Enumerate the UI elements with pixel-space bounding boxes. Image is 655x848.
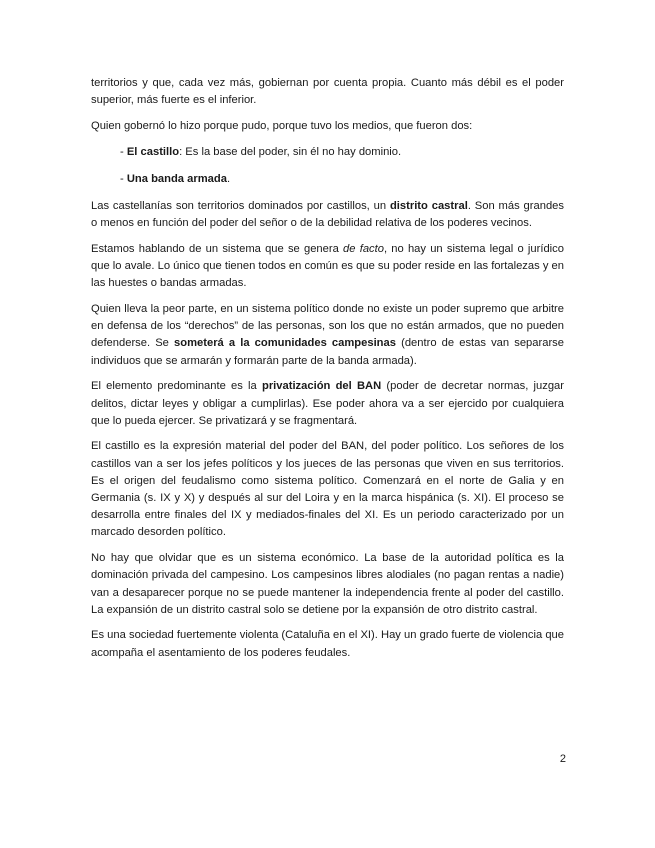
text-run: Estamos hablando de un sistema que se genera	[91, 242, 344, 255]
page-number: 2	[559, 753, 566, 765]
bullet-dash: -	[120, 172, 127, 185]
paragraph-castellanias	[91, 198, 564, 232]
term-comunidades-campesinas: someterá a la comunidades campesinas	[174, 337, 396, 350]
term-privatizacion-ban: privatización del BAN	[261, 380, 382, 393]
bullet-banda-term: Una banda armada	[126, 172, 227, 185]
paragraph-violencia: Es una sociedad fuertemente violenta (Cataluña en el XI). Hay un grado fuerte de violencia que acompaña el asentamiento de los poderes feudales.	[91, 629, 564, 659]
term-de-facto: de facto	[343, 242, 384, 255]
bullet-banda-armada	[120, 171, 564, 188]
paragraph-de-facto	[91, 241, 564, 293]
text-run: (poder de decretar normas, juzgar delitos, dictar leyes y obligar a cumplirlas). Ese poder ahora va a ser ejercido por cualquiera que lo pueda ejercer. Se privatizará y se fragmentará.	[91, 380, 564, 427]
bullet-castillo-text: : Es la base del poder, sin él no hay dominio.	[179, 145, 402, 158]
document-body	[91, 75, 564, 670]
bullet-castillo	[120, 144, 564, 161]
paragraph-1: territorios y que, cada vez más, gobiernan por cuenta propia. Cuanto más débil es el poder superior, más fuerte es el inferior.	[91, 77, 564, 107]
text-run: Quien lleva la peor parte, en un sistema político donde no existe un poder supremo que arbitre en defensa de los “derechos” de las personas, son los que no están armados, que no pueden defenderse. Se	[91, 303, 564, 350]
bullet-castillo-term: El castillo	[126, 145, 180, 158]
bullet-banda-text: .	[226, 172, 231, 185]
text-run: El elemento predominante es la	[91, 380, 262, 393]
paragraph-sistema-economico: No hay que olvidar que es un sistema económico. La base de la autoridad política es la dominación privada del campesino. Los campesinos libres alodiales (no pagan rentas a nadie) van a desaparecer porque no se puede mantener la independencia frente al poder del castillo. La expansión de un distrito castral solo se detiene por la expansión de otro distrito castral.	[91, 552, 564, 616]
text-run: (dentro de estas van separarse individuos que se armarán y formarán parte de la banda armada).	[91, 337, 564, 367]
bullet-dash: -	[120, 145, 127, 158]
text-run: Las castellanías son territorios dominados por castillos, un	[91, 200, 390, 213]
term-distrito-castral: distrito castral	[389, 200, 468, 213]
paragraph-2: Quien gobernó lo hizo porque pudo, porque tuvo los medios, que fueron dos:	[91, 119, 473, 132]
text-run: , no hay un sistema legal o jurídico que lo avale. Lo único que tienen todos en común es que su poder reside en las fortalezas y en las huestes o bandas armadas.	[91, 242, 564, 290]
paragraph-peor-parte	[91, 301, 564, 370]
paragraph-ban	[91, 378, 564, 430]
text-run: . Son más grandes o menos en función del poder del señor o de la debilidad relativa de los poderes vecinos.	[91, 200, 564, 230]
paragraph-castillo: El castillo es la expresión material del poder del BAN, del poder político. Los señores de los castillos van a ser los jefes políticos y los jueces de las personas que viven en sus territorios. Es el origen del feudalismo como sistema político. Comenzará en el norte de Galia y en Germania (s. IX y X) y después al sur del Loira y en la marca hispánica (s. XI). El proceso se desarrolla entre finales del IX y mediados-finales del XI. Es un periodo caracterizado por un marcado desorden político.	[91, 440, 564, 539]
